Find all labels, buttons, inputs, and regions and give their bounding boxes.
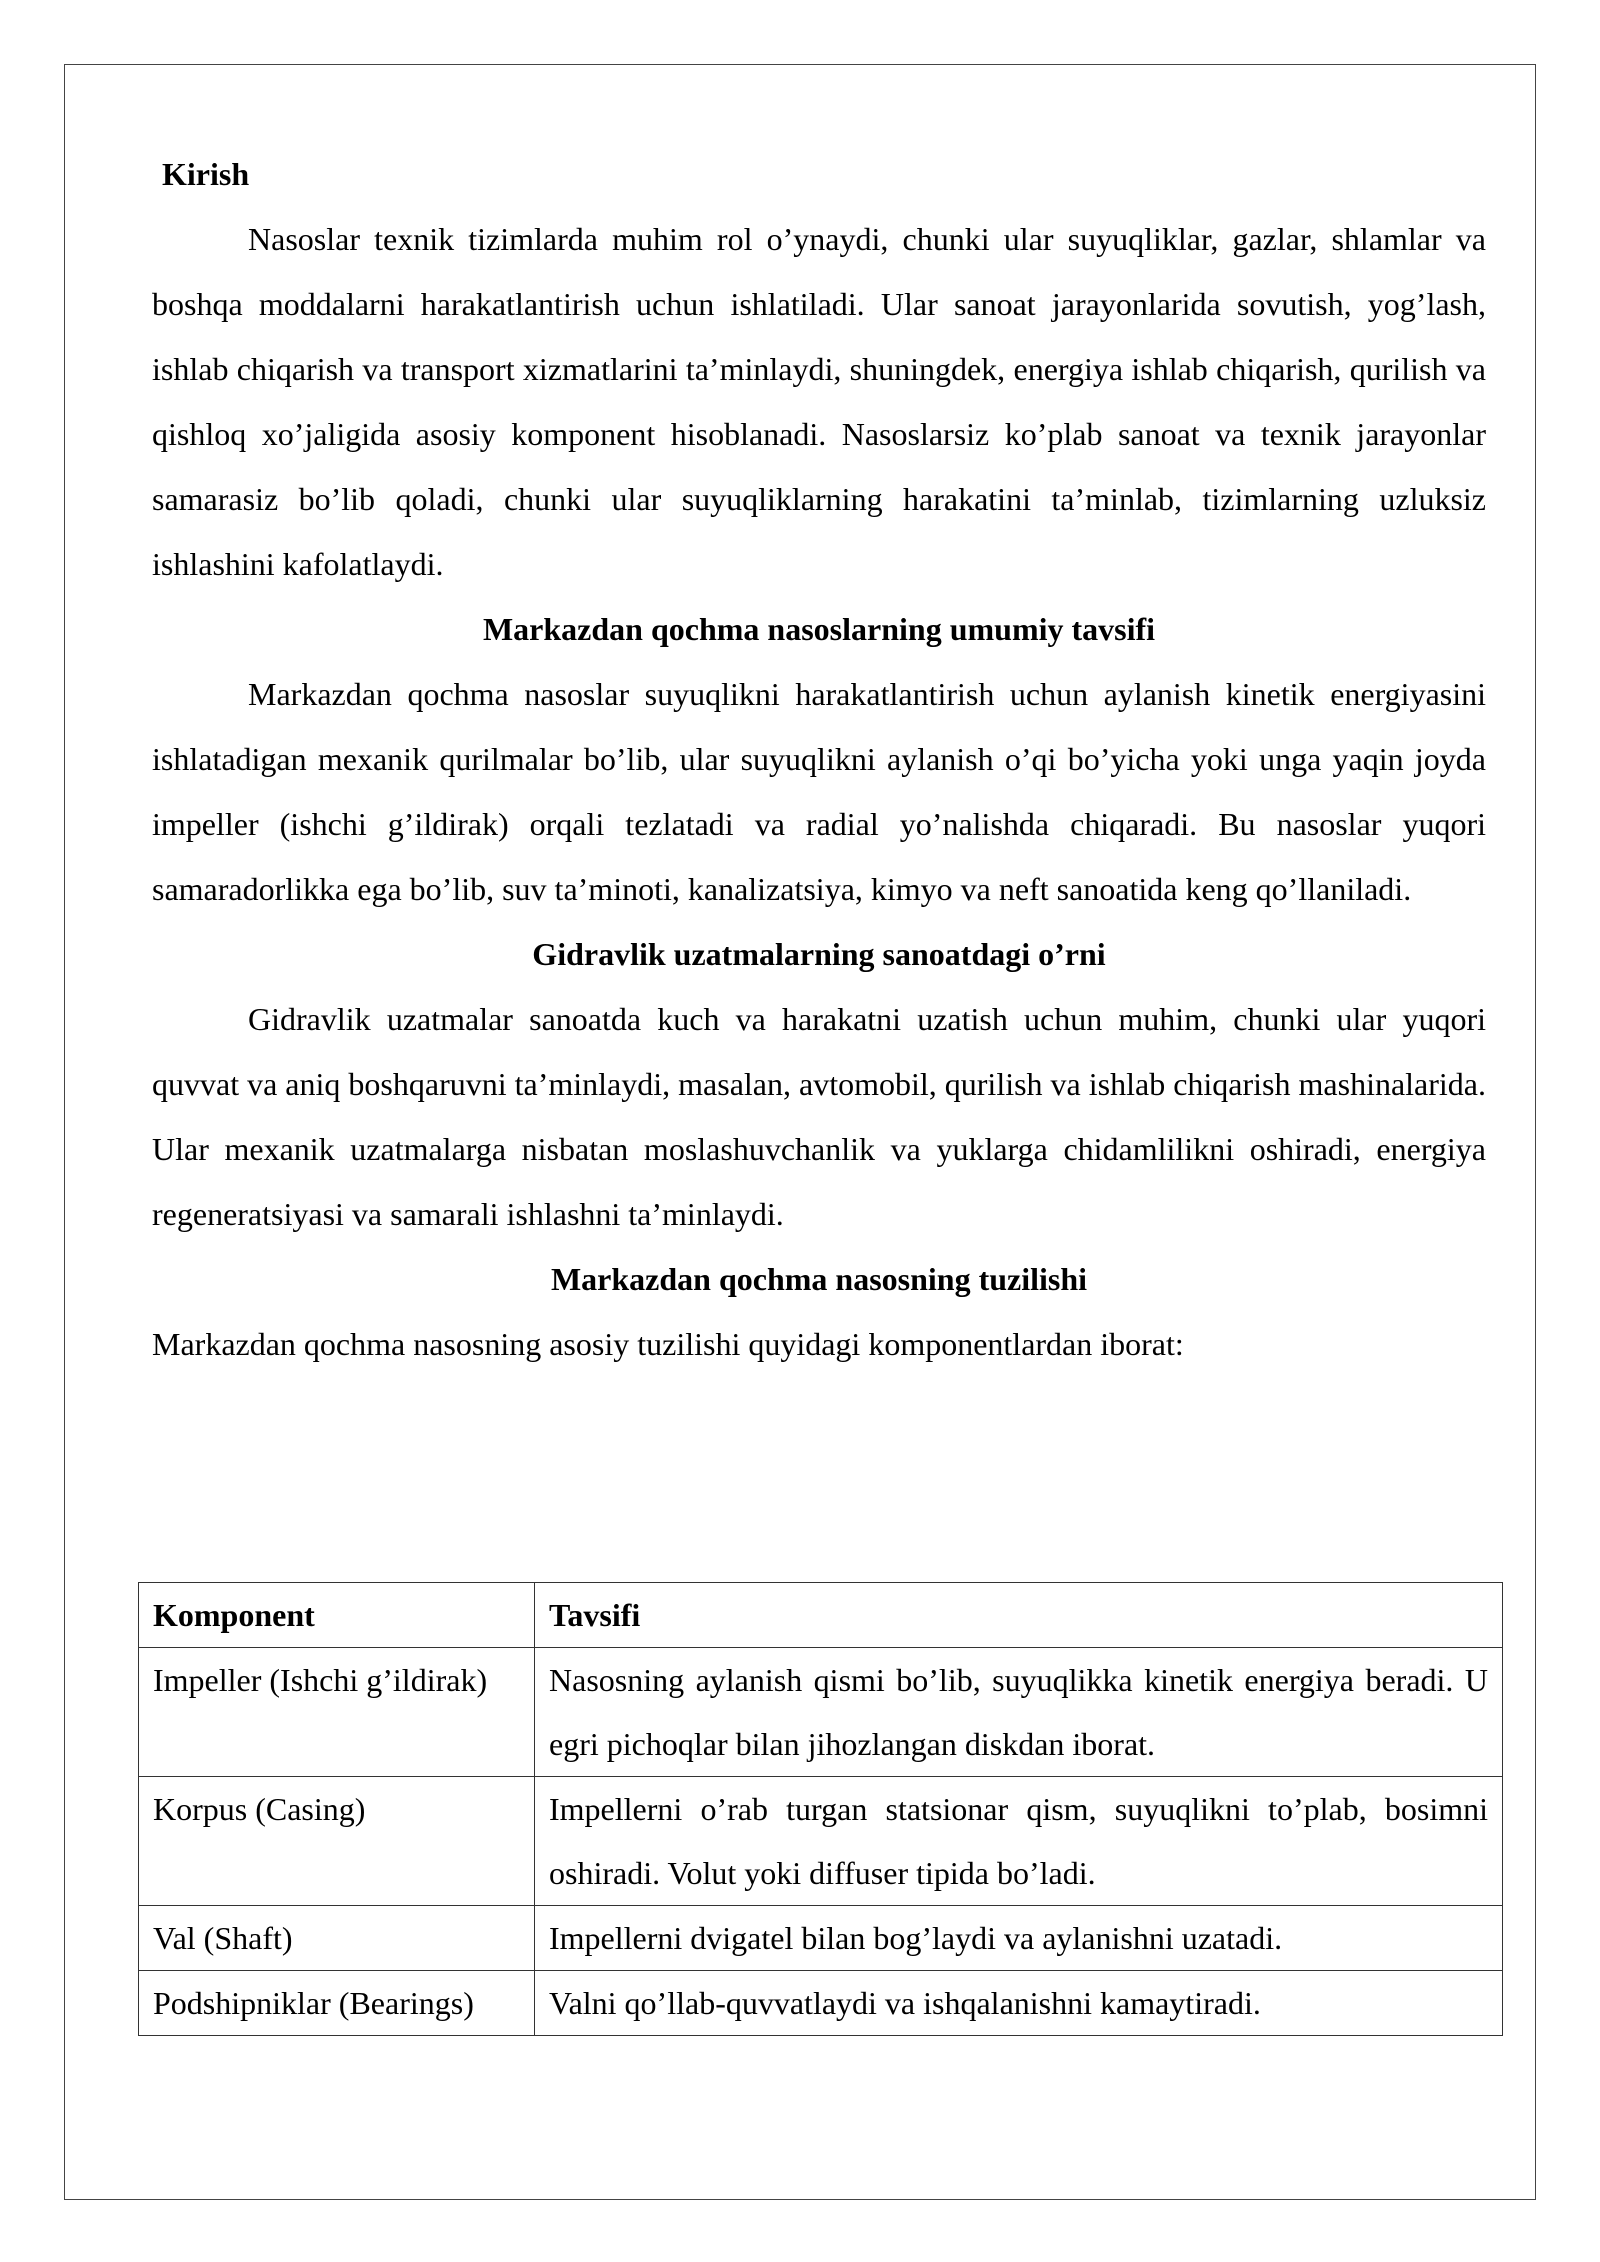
component-cell: Korpus (Casing) xyxy=(139,1777,535,1906)
components-table xyxy=(138,1582,1503,2036)
table-row xyxy=(139,1648,1503,1777)
table-row xyxy=(139,1777,1503,1906)
description-cell: Valni qo’llab-quvvatlaydi va ishqalanishni kamaytiradi. xyxy=(535,1971,1503,2036)
intro-heading: Kirish xyxy=(162,156,250,192)
structure-intro: Markazdan qochma nasosning asosiy tuzilishi quyidagi komponentlardan iborat: xyxy=(152,1326,1184,1362)
structure-heading: Markazdan qochma nasosning tuzilishi xyxy=(550,1261,1088,1297)
table-header-row xyxy=(139,1583,1503,1648)
intro-paragraph: Nasoslar texnik tizimlarda muhim rol o’ynaydi, chunki ular suyuqliklar, gazlar, shlamlar va boshqa moddalarni harakatlantirish uchun ishlatiladi. Ular sanoat jarayonlarida sovutish, yog’lash, ishlab chiqarish va transport xizmatlarini ta’minlaydi, shuningdek, energiya ishlab chiqarish, qurilish va qishloq xo’jaligida asosiy komponent hisoblanadi. Nasoslarsiz ko’plab sanoat va texnik jarayonlar samarasiz bo’lib qoladi, chunki ular suyuqliklarning harakatini ta’minlab, tizimlarning uzluksiz ishlashini kafolatlaydi. xyxy=(152,221,1486,582)
description-cell: Nasosning aylanish qismi bo’lib, suyuqlikka kinetik energiya beradi. U egri pichoqlar bilan jihozlangan diskdan iborat. xyxy=(535,1648,1503,1777)
hydraulic-heading: Gidravlik uzatmalarning sanoatdagi o’rni xyxy=(532,936,1106,972)
description-cell: Impellerni o’rab turgan statsionar qism, suyuqlikni to’plab, bosimni oshiradi. Volut yoki diffuser tipida bo’ladi. xyxy=(535,1777,1503,1906)
table-row xyxy=(139,1906,1503,1971)
column-header-description: Tavsifi xyxy=(535,1583,1503,1648)
component-cell: Val (Shaft) xyxy=(139,1906,535,1971)
document-body xyxy=(152,142,1486,1377)
description-cell: Impellerni dvigatel bilan bog’laydi va aylanishni uzatadi. xyxy=(535,1906,1503,1971)
table-row xyxy=(139,1971,1503,2036)
hydraulic-paragraph: Gidravlik uzatmalar sanoatda kuch va harakatni uzatish uchun muhim, chunki ular yuqori quvvat va aniq boshqaruvni ta’minlaydi, masalan, avtomobil, qurilish va ishlab chiqarish mashinalarida. Ular mexanik uzatmalarga nisbatan moslashuvchanlik va yuklarga chidamlilikni oshiradi, energiya regeneratsiyasi va samarali ishlashni ta’minlaydi. xyxy=(152,1001,1486,1232)
column-header-component: Komponent xyxy=(139,1583,535,1648)
component-cell: Podshipniklar (Bearings) xyxy=(139,1971,535,2036)
component-cell: Impeller (Ishchi g’ildirak) xyxy=(139,1648,535,1777)
general-heading: Markazdan qochma nasoslarning umumiy tavsifi xyxy=(482,611,1156,647)
general-paragraph: Markazdan qochma nasoslar suyuqlikni harakatlantirish uchun aylanish kinetik energiyasini ishlatadigan mexanik qurilmalar bo’lib, ular suyuqlikni aylanish o’qi bo’yicha yoki unga yaqin joyda impeller (ishchi g’ildirak) orqali tezlatadi va radial yo’nalishda chiqaradi. Bu nasoslar yuqori samaradorlikka ega bo’lib, suv ta’minoti, kanalizatsiya, kimyo va neft sanoatida keng qo’llaniladi. xyxy=(152,676,1486,907)
